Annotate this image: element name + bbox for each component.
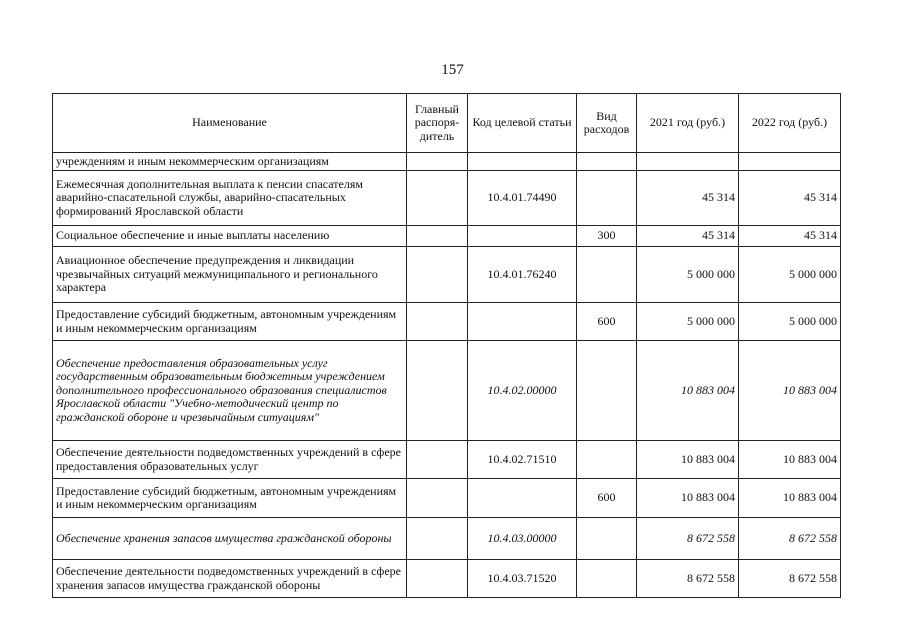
row-2021: 10 883 004	[637, 479, 739, 518]
row-admin	[407, 441, 468, 479]
row-2022: 10 883 004	[739, 341, 841, 441]
table-header-row	[53, 94, 841, 153]
row-type	[577, 518, 637, 560]
row-type	[577, 171, 637, 226]
row-name: Ежемесячная дополнительная выплата к пенсии спасателям аварийно-спасательной службы, аварийно-спасательных формирований Ярославской области	[53, 171, 407, 226]
row-code	[468, 153, 577, 171]
page-number: 157	[441, 62, 464, 78]
row-admin	[407, 303, 468, 341]
row-code: 10.4.02.71510	[468, 441, 577, 479]
row-code: 10.4.02.00000	[468, 341, 577, 441]
row-type	[577, 560, 637, 598]
row-name: Предоставление субсидий бюджетным, автономным учреждениям и иным некоммерческим организациям	[53, 479, 407, 518]
header-type: Вид расходов	[577, 94, 637, 153]
row-code	[468, 303, 577, 341]
row-name: учреждениям и иным некоммерческим организациям	[53, 153, 407, 171]
row-type	[577, 341, 637, 441]
row-code	[468, 226, 577, 247]
row-type: 300	[577, 226, 637, 247]
header-2022: 2022 год (руб.)	[739, 94, 841, 153]
table-row	[53, 441, 841, 479]
row-code: 10.4.03.71520	[468, 560, 577, 598]
row-type	[577, 153, 637, 171]
row-admin	[407, 226, 468, 247]
row-admin	[407, 518, 468, 560]
header-name: Наименование	[53, 94, 407, 153]
row-name: Обеспечение предоставления образовательных услуг государственным образовательным бюджетным учреждением дополнительного профессионального образования специалистов Ярославской области "Учебно-методический центр по гражданской обороне и чрезвычайным ситуациям"	[53, 341, 407, 441]
row-2021: 45 314	[637, 171, 739, 226]
row-2022	[739, 153, 841, 171]
table-row	[53, 303, 841, 341]
budget-table	[52, 93, 841, 598]
header-code: Код целевой статьи	[468, 94, 577, 153]
row-2021: 5 000 000	[637, 247, 739, 303]
row-admin	[407, 247, 468, 303]
row-admin	[407, 341, 468, 441]
row-2022: 45 314	[739, 171, 841, 226]
row-2022: 45 314	[739, 226, 841, 247]
row-2021: 8 672 558	[637, 560, 739, 598]
row-2021: 10 883 004	[637, 341, 739, 441]
row-2022: 8 672 558	[739, 518, 841, 560]
row-2021: 8 672 558	[637, 518, 739, 560]
row-2021: 45 314	[637, 226, 739, 247]
row-name: Обеспечение деятельности подведомственных учреждений в сфере предоставления образовательных услуг	[53, 441, 407, 479]
row-2021: 10 883 004	[637, 441, 739, 479]
table-row	[53, 518, 841, 560]
row-type	[577, 441, 637, 479]
header-admin: Главный распоря-дитель	[407, 94, 468, 153]
row-name: Обеспечение деятельности подведомственных учреждений в сфере хранения запасов имущества гражданской обороны	[53, 560, 407, 598]
table-row	[53, 247, 841, 303]
row-admin	[407, 560, 468, 598]
row-admin	[407, 171, 468, 226]
row-2022: 5 000 000	[739, 303, 841, 341]
row-2022: 10 883 004	[739, 441, 841, 479]
table-row	[53, 479, 841, 518]
row-name: Обеспечение хранения запасов имущества гражданской обороны	[53, 518, 407, 560]
table-row	[53, 153, 841, 171]
table-row	[53, 341, 841, 441]
row-type	[577, 247, 637, 303]
row-code	[468, 479, 577, 518]
table-row	[53, 171, 841, 226]
row-type: 600	[577, 303, 637, 341]
row-2021	[637, 153, 739, 171]
row-code: 10.4.01.74490	[468, 171, 577, 226]
row-name: Социальное обеспечение и иные выплаты населению	[53, 226, 407, 247]
row-code: 10.4.03.00000	[468, 518, 577, 560]
row-2022: 8 672 558	[739, 560, 841, 598]
row-admin	[407, 153, 468, 171]
row-2022: 5 000 000	[739, 247, 841, 303]
row-type: 600	[577, 479, 637, 518]
row-name: Предоставление субсидий бюджетным, автономным учреждениям и иным некоммерческим организациям	[53, 303, 407, 341]
header-2021: 2021 год (руб.)	[637, 94, 739, 153]
row-2022: 10 883 004	[739, 479, 841, 518]
table-row	[53, 226, 841, 247]
row-name: Авиационное обеспечение предупреждения и ликвидации чрезвычайных ситуаций межмуниципального и регионального характера	[53, 247, 407, 303]
row-2021: 5 000 000	[637, 303, 739, 341]
row-code: 10.4.01.76240	[468, 247, 577, 303]
row-admin	[407, 479, 468, 518]
table-row	[53, 560, 841, 598]
